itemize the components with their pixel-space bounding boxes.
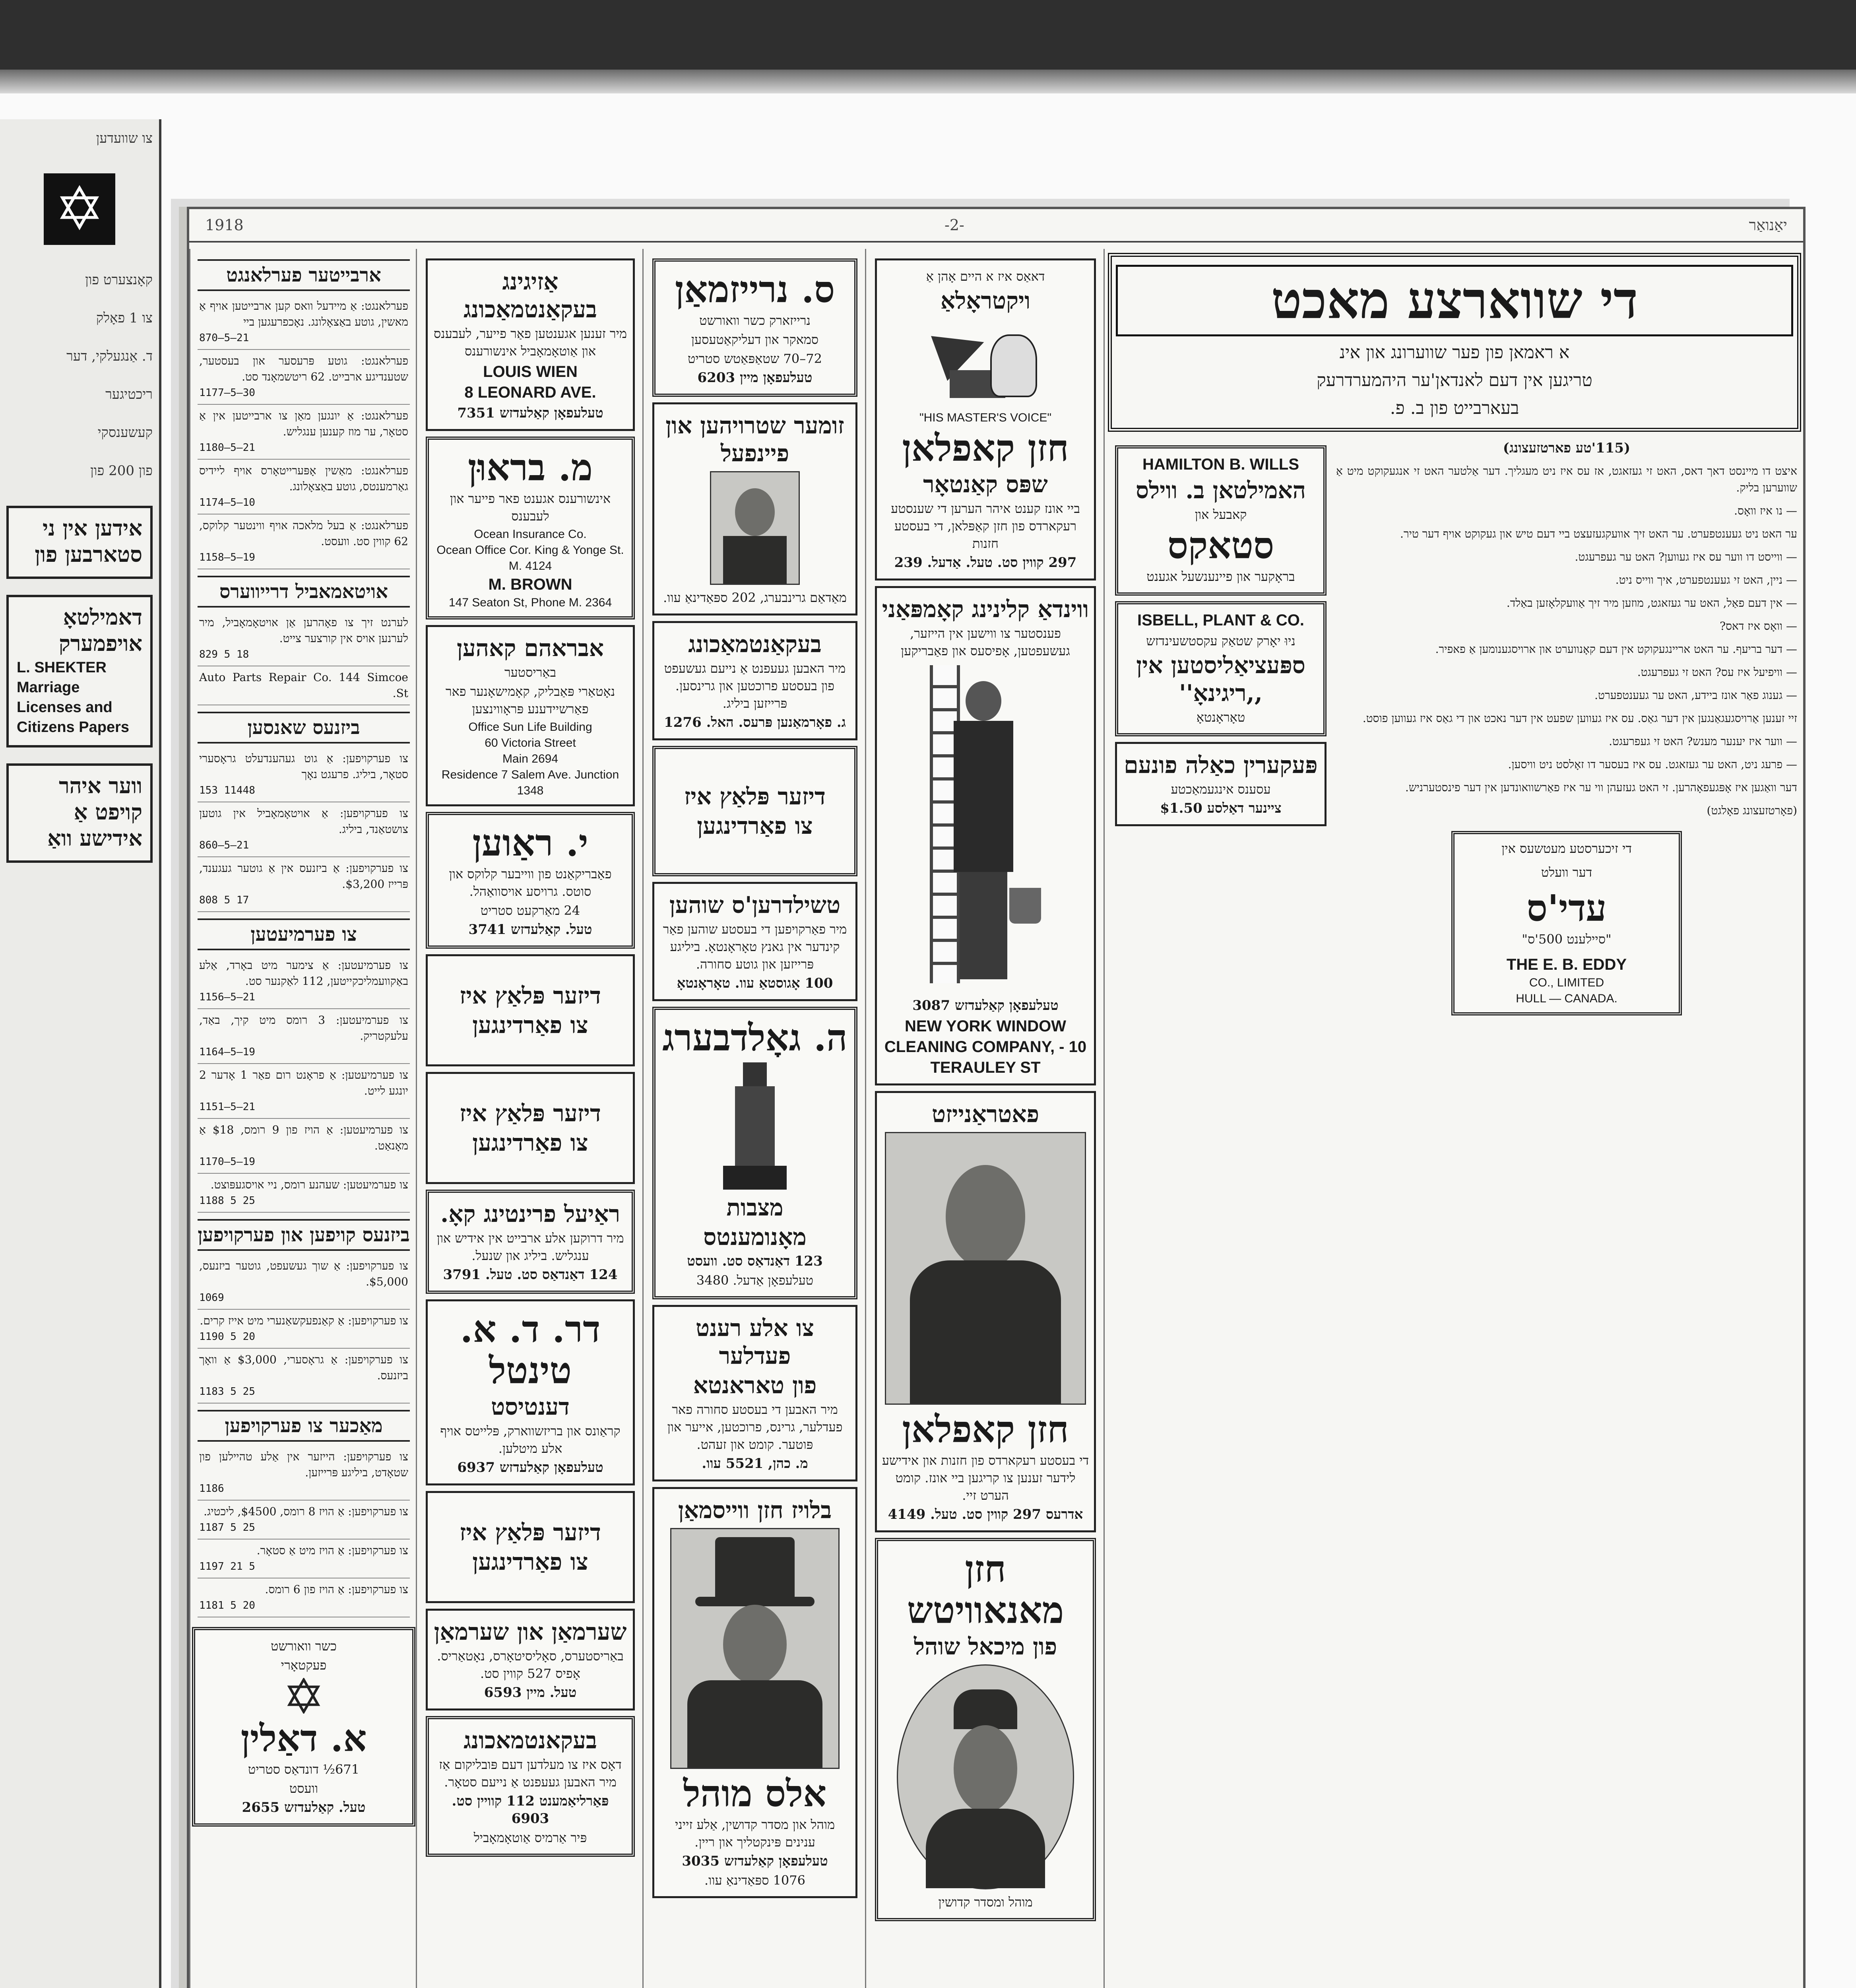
classified-number: 1151—5—21 (199, 1101, 255, 1113)
newspaper-page (187, 207, 1806, 1988)
article-paragraph: — וואָס איז דאס? (1720, 619, 1797, 633)
window-title: ווינדאַ קלינינג קאָמפּאַני (882, 596, 1089, 623)
page-month: יאַנואַר (1749, 216, 1787, 234)
space-line2: צו פאַרדינגען (697, 812, 813, 839)
classified-text: צו פערקויפען: אַ הויז מיט אַ סטאָר. (256, 1544, 408, 1557)
brown-title: מ. בראוּן (467, 446, 593, 489)
grocery-sub: פון טאראנטא (693, 1372, 817, 1399)
hat-text: מאַדאַם גרינבערג, 202 ספּאַדינאַ עוו. (663, 590, 847, 605)
monument-sub: מצבות (726, 1194, 784, 1221)
royal-printing-ad (426, 1190, 635, 1294)
monument-sub2: מאָנומענטס (703, 1223, 807, 1250)
isbell-line2: ספּעציאַליסטען אין ,,ריגינאָ'' (1136, 652, 1305, 707)
y-rowan-ad (426, 812, 635, 949)
serial-article (1336, 440, 1797, 1027)
salesman-text: מיר פאַרקויפען די בעסטע שוהען פאַר קינדער אין גאנץ טאָראָנטאָ. ביליגע פּרייזען און גוטע סחורה. (663, 922, 847, 972)
classified-ad (198, 612, 410, 666)
cantor1-sub: שפּס קאַנטאָר (923, 471, 1048, 498)
classified-number: 1069 (199, 1292, 224, 1304)
classified-number: 1183 5 25 (199, 1386, 255, 1398)
classified-text: צו פערמיעטען: שעהנע רומס, ניי אויסגעפּוצט. (210, 1178, 408, 1191)
pickles-ad (1115, 742, 1327, 826)
classified-text: צו פערמיעטען: אַ צימער מיט באָרד, אַלע באַקוועמליכקייטען, 112 לאַקנער סט. (199, 959, 408, 988)
classified-ad (198, 1255, 410, 1310)
ad1-addr: 72–70 שטאַפּאַטש סטריט (688, 351, 822, 366)
column-feature (1104, 249, 1804, 1988)
cantor-kaplan-portrait-image (885, 1132, 1086, 1405)
dentist-tel: טעלעפאָן קאַלעדזש 6937 (457, 1460, 603, 1475)
classified-ad (198, 1446, 410, 1501)
classified-ad (198, 1310, 410, 1349)
victrola-ad (875, 258, 1096, 580)
hamilton-line2: סטאקס (1167, 524, 1274, 567)
classified-text: צו פערמיעטען: 3 רומס מיט קיך, באַד, עלעקטריק. (199, 1013, 408, 1043)
fragment-snippet: צו 1 פאָלק (96, 310, 153, 326)
kosher-top: כשר וואורשט (271, 1639, 337, 1654)
article-paragraph: — ניין, האט זי געענטפערט, איך ווייס ניט. (1615, 573, 1797, 586)
mohel-title: אלס מוהל (683, 1772, 827, 1815)
broker-ads-column (1113, 440, 1328, 1027)
hmv-caption: "HIS MASTER'S VOICE" (919, 411, 1052, 424)
cantor2-sub: פון מיכאל שוהל (913, 1633, 1057, 1660)
classified-ad (198, 1174, 410, 1213)
classified-ad (198, 460, 410, 514)
notice-tel: ג. פאָרמאַנען פּרעס. האל. 1276 (664, 714, 846, 730)
notice-ad (652, 621, 857, 740)
announcement-footer: פּיר אַרמיס אַוטאָמאָביל (473, 1830, 587, 1845)
notice-text: מיר האבען געעפנט אַ נייעם געשעפט פון בעסטע פרוכטען און גרינסען. פּרייזען ביליג. (664, 661, 846, 711)
abraham-cohen-ad (426, 625, 635, 806)
sherman-text: באַריסטערס, סאָליסיטאָרס, נאָטאַריס. אָפיס 527 קווין סט. (437, 1648, 624, 1681)
rowan-text: פאַבריקאַנט פון ווייבער קלוקס און סוטס. גרויסע אויסוואַהל. (449, 866, 612, 899)
printing-text: מיר דרוקען אלע ארבייט אין אידיש און ענגליש. ביליג און שנעל. (436, 1231, 624, 1263)
classified-text: צו פערמיעטען: אַ הויז פון 9 רומס, $18 אַ מאָנאַט. (199, 1123, 408, 1152)
column-ads-4 (865, 249, 1105, 1988)
scanner-shadow (0, 70, 1856, 93)
classified-ad (198, 954, 410, 1009)
salesman-head: טשילדרען'ס שוהען (669, 891, 841, 918)
classified-text: פערלאנגט: אַ בעל מלאכה אויף ווינטער קלוקס, 62 קווין סט. וועסט. (199, 519, 408, 548)
peddlers-ad (652, 1305, 857, 1481)
classified-section-heading: ארבייטער פערלאנגט (198, 259, 410, 291)
sherman-ad (426, 1609, 635, 1710)
monument-title: ה. גאָלדבערג (662, 1016, 848, 1059)
dentist-text: קראַונס און בריזשווארק, פּלייטס אויף אלע מיטלען. (440, 1423, 621, 1456)
space-line2: צו פאַרדינגען (472, 1011, 588, 1039)
article-paragraph: — אין דעם פאַל, האט ער געזאגט, מוזען מיר זיך אַוועקלאָזען באַלד. (1506, 596, 1797, 610)
rowan-title: י. ראַוען (472, 821, 588, 864)
louis-wien-ad (426, 258, 635, 431)
space-line1: דיזער פּלאַץ איז (460, 1519, 601, 1546)
serial-masthead (1108, 253, 1801, 432)
brown-en3: M. BROWN (488, 576, 572, 593)
fragment-bottom2: אידישע וואַ (47, 825, 142, 851)
tombstone-icon (715, 1062, 795, 1190)
children-shoes-ad (652, 882, 857, 1001)
classified-number: 1181 5 20 (199, 1600, 255, 1611)
mohel-text: מוהל און מסדר קדושין, אַלע זייני ענינים פּינקטליך און ריין. (675, 1817, 835, 1850)
brown-en2: Ocean Office Cor. King & Yonge St. M. 4124 (436, 544, 624, 573)
classified-number: 808 5 17 (199, 894, 249, 906)
classified-ad (198, 1009, 410, 1064)
classifieds-list (190, 249, 417, 1621)
fragment-bottom-box (6, 763, 153, 863)
classified-section-heading: מאַכער צו פערקויפען (198, 1410, 410, 1442)
classified-number: 1180—5—21 (199, 442, 255, 454)
woman-portrait-image (710, 471, 800, 585)
star-of-david-icon (286, 1678, 322, 1714)
adjacent-page-fragment (0, 119, 161, 1988)
cantor-manovitch-portrait-image (897, 1664, 1074, 1889)
printing-title: ראַיעל פרינטינג קאָ. (440, 1200, 621, 1227)
salesman-addr: 100 אָגוסטאַ עוו. טאָראָנטאָ (677, 975, 833, 991)
dentist-sub: דענטיסט (491, 1393, 570, 1420)
eddy-city: HULL — CANADA. (1516, 992, 1617, 1005)
classified-ad (198, 1119, 410, 1174)
classified-text: צו פערקויפען: אַ הויז 8 רומס, $4500, ליכטיג. (204, 1505, 408, 1518)
m-brown-ad (426, 437, 635, 619)
page-header (189, 209, 1803, 243)
man-in-top-hat-image (670, 1528, 840, 1769)
mohel-head: בלויז חזן ווייסמאַן (678, 1497, 832, 1524)
notice-head: בעקאַנטמאַכונג (688, 631, 822, 658)
classified-text: פערלאנגט: אַ יונגען מאַן צו ארבייטען אין אַ סטאָר, ער מוז קענען ענגליש. (199, 409, 408, 438)
classified-number: 829 5 18 (199, 648, 249, 660)
classified-text: צו פערקויפען: אַ אויטאָמאָביל אין גוטען צושטאַנד, ביליג. (199, 807, 408, 836)
pickles-title: פּעקערין כאַלה פונעם (1124, 751, 1318, 779)
fragment-box-subtitle: אויפמערק (58, 631, 142, 656)
classified-text: פערלאנגט: גוטע פּרעסער און בעסטער, שטענדיגע ארבייט. 62 ריטשמאָנד סט. (199, 354, 408, 383)
portrait1-text: די בעסטע רעקארדס פון חזנות און אידישע לידער זענען צו קריגען ביי אונז. קומט הערט זיי. (882, 1453, 1089, 1503)
classified-text: צו פערקויפען: אַ גראָסערי, $3,000 אַ וואָך ביזנעס. (199, 1353, 408, 1382)
window-cleaner-figure-icon (914, 665, 1057, 991)
article-body (1336, 463, 1797, 819)
space-line2: צו פאַרדינגען (472, 1548, 588, 1575)
classified-ad (198, 405, 410, 460)
hmv-top: דאאַס איז א היים אָהן אַ (926, 269, 1045, 284)
article-paragraph: איצט דו מיינסט דאך דאס, האט זי געזאגט, אז עס איז ניט מעגליך. דער אַלטער האט זי אנגעקוקט מיט אַ שווערען בליק. (1336, 464, 1797, 494)
space-for-rent-ad (426, 1491, 635, 1603)
announcement-ad (426, 1716, 635, 1857)
space-for-rent-ad (426, 954, 635, 1066)
classified-text: צו פערקויפען: אַ הויז פון 6 רומס. (265, 1583, 408, 1596)
cohen-text: נאָטאַרי פּאַבליק, קאָמישאָנער פאר פאַרשיידענע פּראָווינצען (445, 684, 615, 716)
louis-wien-name: LOUIS WIEN (483, 363, 578, 381)
cohen-title: אבראהם קאהען (457, 635, 604, 662)
kosher-addr: 671½ דונדאַס סטריט (248, 1762, 360, 1777)
classified-text: פערלאנגט: אַ מיידעל וואס קען ארבייטען אויף אַ מאשין, גוטע באַצאָלונג. נאָכפרעגען ביי (199, 299, 408, 328)
rowan-addr: 24 מאַרקעט סטריט (480, 903, 580, 918)
classified-text: לערנט זיך צו פאָהרען אַן אויטאָמאָביל, מיר לערנען אויס אין קורצער צייט. (199, 616, 408, 645)
cantor1-title: חזן קאפלאן (902, 427, 1069, 470)
kosher-title: א. דאַלין (240, 1717, 367, 1760)
article-paragraph: דער וואַגען איז אָפּגעפאָהרען. זי האט געזעהן ווי ער איז פאַרשוואונדען אין דער פינסטערניש. (1405, 781, 1797, 794)
ad1-text2: סמאקר און דעליקאַטעסען (691, 332, 819, 347)
announcement-addr: פּאַרליאַמענט 112 קוויין סט. 6903 (452, 1793, 609, 1827)
eddy-line1: די זיכערסטע מעטשעס אין (1501, 841, 1632, 856)
article-paragraph: — ווייסט דו ווער עס איז געווען? האט ער געפרעגט. (1575, 550, 1797, 563)
portrait1-head: פאטראַנייזט (931, 1101, 1040, 1128)
rowan-tel: טעל. קאַלעדזש 3741 (468, 922, 592, 938)
classified-ad (198, 1578, 410, 1617)
hamilton-name: האמילטאן ב. ווילס (1136, 477, 1306, 504)
fragment-subheadline: סטארבען פון (35, 542, 142, 567)
classified-ad (198, 350, 410, 405)
kosher-addr2: וועסט (289, 1781, 318, 1796)
eddy-company: THE E. B. EDDY (1506, 956, 1627, 973)
kosher-top2: פעקטאָרי (281, 1658, 327, 1673)
eddy-title: עדי'ס (1526, 887, 1607, 930)
classified-text: Auto Parts Repair Co. 144 Simcoe St. (199, 671, 408, 700)
classified-number: 1188 5 25 (199, 1195, 255, 1207)
window-en: NEW YORK WINDOW CLEANING COMPANY, - 10 TERAULEY ST (884, 1017, 1087, 1076)
brown-en1: Ocean Insurance Co. (474, 528, 587, 541)
isbell-name-en: ISBELL, PLANT & CO. (1137, 612, 1304, 629)
fragment-ad-box (6, 595, 153, 747)
fragment-snippet: פון 200 פון (90, 463, 153, 479)
page-date: 1918 (205, 216, 244, 234)
insurance-title: אַזיגינג בעקאַנטמאַכונג (464, 268, 597, 323)
cohen-sub: באַריסטער (504, 665, 557, 680)
article-paragraph: (פאָרטזעצונג פאָלגט) (1707, 804, 1797, 817)
classified-ad (198, 747, 410, 802)
hamilton-name-en: HAMILTON B. WILLS (1142, 456, 1299, 473)
classified-ad (198, 295, 410, 350)
mohel-addr2: 1076 ספּאַדינאַ עוו. (704, 1873, 805, 1888)
classified-number: 1156—5—21 (199, 991, 255, 1003)
kosher-wurst-ad (192, 1627, 415, 1827)
classified-text: צו פערקויפען: אַ שוך געשעפט, גוטער ביזנעס, $5,000. (199, 1259, 408, 1288)
star-of-david-icon: ✡ (44, 173, 115, 245)
classified-ad (198, 1064, 410, 1119)
classified-section-heading: צו פערמיעטען (198, 918, 410, 950)
mohel-addr: טעלעפאָן קאַלעדזש 3035 (682, 1853, 828, 1869)
shekter-sub: Marriage Licenses and Citizens Papers (17, 679, 129, 736)
cantor-kaplan-ad (875, 1091, 1096, 1532)
classified-section-heading: ביזנעס קויפען און פערקויפען (198, 1219, 410, 1251)
gramophone-dog-icon (926, 318, 1045, 406)
monument-ad (652, 1007, 857, 1299)
ad1-text: נרייזארק כשר וואורשט (699, 313, 811, 328)
sherman-tel: טעל. מיין 6593 (484, 1685, 577, 1701)
hmv-title: ויקטראָלאַ (940, 287, 1031, 314)
space-line1: דיזער פּלאַץ איז (684, 783, 826, 810)
serial-title: די שווארצע מאכט (1116, 265, 1793, 336)
space-line2: צו פאַרדינגען (472, 1129, 588, 1156)
ad1-tel: טעלעפאָן מיין 6203 (697, 370, 813, 386)
classified-number: 1164—5—19 (199, 1046, 255, 1058)
classified-number: 1190 5 20 (199, 1331, 255, 1343)
hamilton-line3: בראָקער און פיינענשעל אגענט (1146, 569, 1295, 584)
serial-line2: טריגען אין דעם לאנדאן'ער היהמערדרעק (1317, 370, 1592, 390)
fragment-top-text: צו שוועדען (96, 130, 153, 146)
dentist-title: דר. ד. א. טינטל (460, 1308, 601, 1392)
classified-text: צו פערקויפען: אַ גוט געהענדעלט גראָסערי סטאָר, ביליג. פרעגט נאָך (199, 752, 408, 781)
pickles-line1: עסענס אינגעמאַכטע (1171, 782, 1271, 797)
serial-line1: א ראמאן פון פער שווערונג און אינ (1339, 342, 1570, 363)
fragment-box-title: דאמילטאָ (63, 604, 142, 630)
shekter-name: L. SHEKTER (17, 659, 107, 676)
article-paragraph: — דער בריעף. ער האט אריינגעקוקט אין דעם קאָנווערט און ארויסגענומען אַ פאפיר. (1435, 643, 1797, 656)
hamilton-line1: קאבעל און (1195, 507, 1247, 522)
eddy-company2: CO., LIMITED (1529, 976, 1604, 989)
monument-tel: טעלעפאָן אַדעל. 3480 (696, 1273, 814, 1288)
eddy-sub: "סיילענט 500'ס" (1522, 932, 1612, 947)
classified-section-heading: ביזנעס שאנסען (198, 712, 410, 744)
article-paragraph: — ווער איז יענער מענש? האט זי געפרעגט. (1609, 735, 1797, 748)
fragment-snippet: ד. אַנגעלקי, דער (66, 348, 153, 364)
classified-ad (198, 857, 410, 912)
space-for-rent-ad (426, 1072, 635, 1184)
classified-text: פערלאנגט: מאַשין אָפּערייטאָרס אויף ליידיס גאַרמענטס, גוטע באַצאָלונג. (199, 464, 408, 493)
fragment-snippet: ריכטיגער (105, 386, 153, 402)
classified-ad (198, 666, 410, 705)
classified-text: צו פערקויפען: הייזער אין אַלע טהיילען פון שטאָדט, ביליגע פּרייזען. (199, 1450, 408, 1479)
column-classifieds (189, 249, 417, 1988)
classified-number: 1187 5 25 (199, 1522, 255, 1534)
classified-number: 1170—5—19 (199, 1156, 255, 1168)
sherman-title: שערמאַן און שערמאַן (434, 1618, 627, 1645)
grocery-addr: מ. כהן, 5521 עוו. (702, 1456, 808, 1472)
brown-en4: 147 Seaton St, Phone M. 2364 (448, 596, 612, 609)
classified-ad (198, 802, 410, 857)
kosher-tel: טעל. קאַלעדזש 2655 (242, 1800, 366, 1815)
cantor1-addr: 297 קווין סט. טעל. אַדעל. 239 (894, 555, 1077, 571)
scanner-top-bar (0, 0, 1856, 70)
window-tel: טעלעפאָן קאַלעדזש 3087 (912, 998, 1059, 1013)
cohen-en4: Residence 7 Salem Ave. Junction 1348 (441, 768, 619, 797)
fragment-snippet: קעשענסקי (97, 425, 153, 441)
monument-addr: 123 דאַנדאַס סט. וועסט (687, 1253, 823, 1269)
fragment-bottom: ווער איהר קויפט אַ (59, 773, 142, 825)
column-ads-3 (642, 249, 866, 1988)
article-paragraph: — נו איז וואָס. (1734, 504, 1797, 517)
article-heading: (115'טע פארטזעצונג) (1503, 440, 1631, 456)
isbell-line1: ניוּ יאָרק שטאַק עקסטשעינדזש (1146, 633, 1296, 648)
eddy-line2: דער וועלט (1541, 865, 1592, 880)
eddy-matches-ad (1451, 831, 1682, 1015)
window-cleaning-ad (875, 586, 1096, 1085)
cohen-en1: Office Sun Life Building (468, 720, 592, 734)
fragment-snippet: קאָנצערט פון (85, 272, 153, 288)
serial-line3: בעארבייט פון ב. פ. (1390, 398, 1519, 418)
portrait1-addr: אדרעס 297 קווין סט. טעל. 4149 (888, 1507, 1083, 1522)
space-line1: דיזער פּלאַץ איז (460, 1100, 601, 1127)
classified-number: 1158—5—19 (199, 551, 255, 563)
cantor2-title: חזן מאנאוויטש (907, 1547, 1064, 1632)
announcement-text: דאָס איז צו מעלדען דעם פּובליקום אַז מיר האבען געעפנט אַ נייעם סטאָר. (439, 1757, 622, 1790)
printing-addr: 124 דאַנדאַס סט. טעל. 3791 (443, 1267, 618, 1283)
cohen-en2: 60 Victoria Street (485, 736, 576, 749)
classified-number: 1186 (199, 1483, 224, 1495)
mohel-ad (652, 1487, 857, 1898)
space-for-rent-ad (652, 746, 857, 876)
classified-text: צו פערקויפען: אַ קאַנפעקשאַנערי מיט אייז קרים. (200, 1314, 408, 1327)
brown-text: אינשורענס אגענט פאר פייער און לעבענס (450, 491, 611, 524)
cantor-manovitch-ad (875, 1538, 1096, 1921)
page-number: -2- (944, 216, 964, 234)
portrait1-name: חזן קאפלאן (902, 1408, 1069, 1451)
cantor1-text: ביי אונז קענט איהר הערען די שענסטע רעקארדס פון חזן קאַפּלאן, די בעסטע חזנות (891, 501, 1080, 551)
isbell-line3: טאָראָנטאָ (1196, 710, 1245, 725)
announcement-title: בעקאנטמאכונג (464, 1727, 597, 1754)
column-ads-2 (416, 249, 644, 1988)
wurst-factory-ad (652, 258, 857, 397)
classified-ad (198, 1501, 410, 1540)
louis-wien-addr: 8 LEONARD AVE. (464, 384, 596, 401)
classified-number: 1197 21 5 (199, 1561, 255, 1573)
hamilton-wills-ad (1115, 445, 1327, 596)
classified-text: צו פערמיעטען: אַ פראָנט רום פאַר 1 אָדער 2 יונגע לייט. (199, 1068, 408, 1097)
hat-title: זומער שטרויהען און פיינפעל (665, 412, 844, 467)
pickles-line2: ציינער דאַלסע $1.50 (1160, 800, 1282, 816)
classified-ad (198, 514, 410, 569)
portrait2-caption: מוהל ומסדר קדושין (938, 1895, 1033, 1910)
classified-number: 870—5—21 (199, 332, 249, 344)
louis-wien-tel: טעלעפאָן קאַלעדזש 7351 (457, 405, 603, 421)
insurance-text: מיר זענען אגענטען פאַר פייער, לעבענס און אַוטאָמאָביל אינשורענס (434, 326, 627, 359)
dentist-ad (426, 1299, 635, 1485)
article-paragraph: ער האט ניט געענטפערט. ער האט זיך אוועקגעזעצט ביי דעם טיש און געקוקט אויף דער טיר. (1400, 527, 1797, 540)
article-paragraph: — פרעג ניט, האט ער געזאגט. עס איז בעסער דו זאָלסט ניט וויסען. (1508, 758, 1797, 771)
fragment-headline-box (6, 506, 153, 579)
classified-number: 1174—5—10 (199, 497, 255, 509)
classified-number: 153 11448 (199, 784, 255, 796)
classified-section-heading: אויטאמאביל דרייווערס (198, 576, 410, 608)
article-paragraph: — וויפיעל איז עס? האט זי געפרעגט. (1637, 666, 1797, 679)
isbell-plant-ad (1115, 601, 1327, 736)
window-text: פענסטער צו ווישען אין הייזער, געשעפטען, אָפיסעס און פאַבריקען (901, 626, 1070, 658)
cohen-en3: Main 2694 (502, 752, 559, 765)
grocery-title: צו אלע רענט פעדלער (695, 1314, 814, 1369)
article-paragraph: זיי זענען אַרויסגעגאַנגען אין דער גאַס. עס איז געווען שפעט אין דער נאכט און די גאַס איז געווען פוסט. (1362, 712, 1797, 725)
ad1-title: ס. נרייזמאַן (675, 268, 835, 311)
classified-text: צו פערקויפען: אַ ביזנעס אין אַ גוטער געגענד, פּרייז $3,200. (199, 862, 408, 891)
classified-number: 860—5—21 (199, 839, 249, 851)
hat-ad (652, 402, 857, 615)
space-line1: דיזער פּלאַץ איז (460, 982, 601, 1009)
classified-ad (198, 1540, 410, 1578)
classified-number: 1177—5—30 (199, 387, 255, 399)
grocery-text: מיר האבען די בעסטע סחורה פאר פעדלער, גרינס, פרוכטען, אייער און פּוטער. קומט און זעהט. (667, 1402, 843, 1452)
fragment-headline: אידען אין ני (42, 515, 142, 541)
article-paragraph: — גענוג פאַר אונז ביידע, האט ער געענטפערט. (1594, 689, 1797, 702)
classified-ad (198, 1349, 410, 1404)
